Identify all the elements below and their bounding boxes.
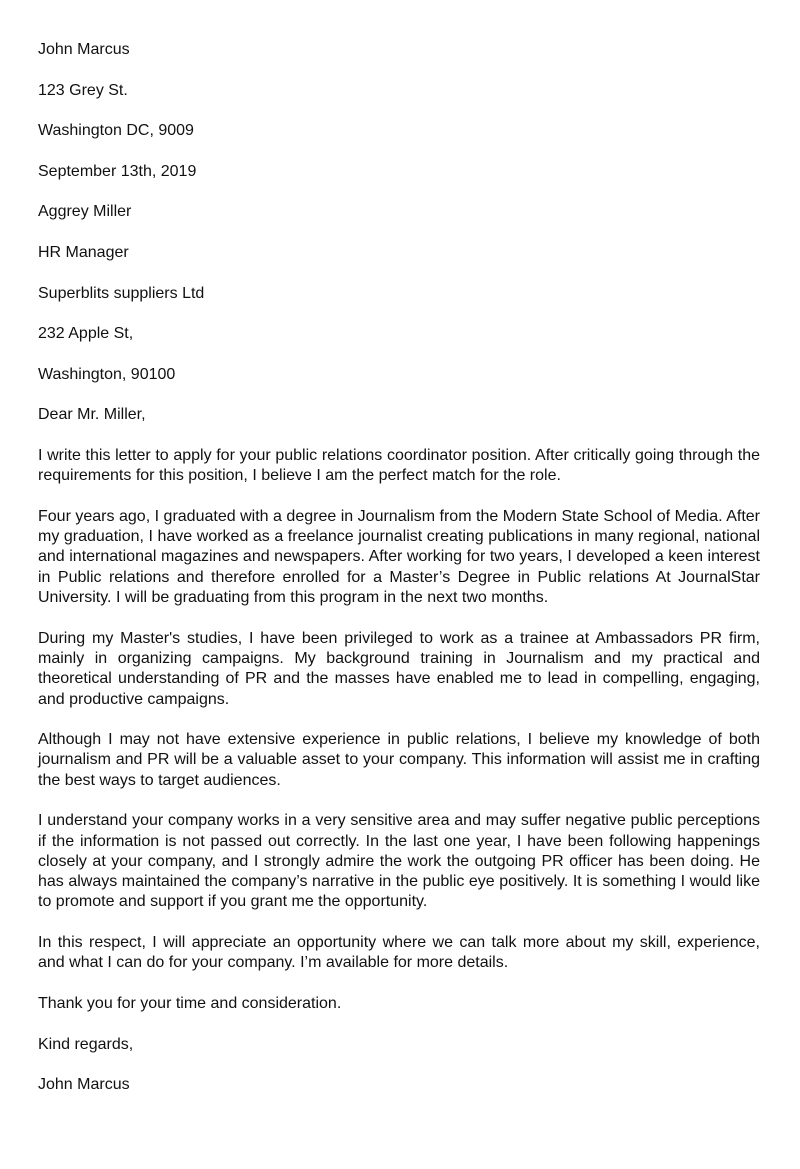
body-paragraph-5: I understand your company works in a very sensitive area and may suffer negative public perceptions if the information is not passed out correctly. In the last one year, I have been following happenings closely at your company, and I strongly admire the work the outgoing PR officer has been doing. He has always maintained the company’s narrative in the public eye positively. It is something I would like to promote and support if you grant me the opportunity.	[38, 812, 760, 911]
recipient-city: Washington, 90100	[38, 365, 176, 383]
sender-city: Washington DC, 9009	[38, 122, 194, 140]
sender-street: 123 Grey St.	[38, 81, 128, 99]
letter-page	[38, 40, 760, 1116]
recipient-company: Superblits suppliers Ltd	[38, 284, 205, 302]
body-paragraph-1: I write this letter to apply for your public relations coordinator position. After critically going through the requirements for this position, I believe I am the perfect match for the role.	[38, 446, 760, 485]
letter-date: September 13th, 2019	[38, 162, 197, 180]
body-paragraph-3: During my Master's studies, I have been privileged to work as a trainee at Ambassadors PR firm, mainly in organizing campaigns. My background training in Journalism and my practical and theoretical understanding of PR and the masses have enabled me to lead in compelling, engaging, and productive campaigns.	[38, 629, 760, 708]
sender-name: John Marcus	[38, 41, 130, 58]
body-paragraph-2: Four years ago, I graduated with a degree in Journalism from the Modern State School of Media. After my graduation, I have worked as a freelance journalist creating publications in many regional, national and international magazines and newspapers. After working for two years, I developed a keen interest in Public relations and therefore enrolled for a Master’s Degree in Public relations At JournalStar University. I will be graduating from this program in the next two months.	[38, 507, 760, 607]
body-paragraph-6: In this respect, I will appreciate an opportunity where we can talk more about my skill, experience, and what I can do for your company. I’m available for more details.	[38, 934, 760, 972]
recipient-name: Aggrey Miller	[38, 203, 132, 221]
body-paragraph-4: Although I may not have extensive experience in public relations, I believe my knowledge of both journalism and PR will be a valuable asset to your company. This information will assist me in crafting the best ways to target audiences.	[38, 731, 760, 789]
salutation: Dear Mr. Miller,	[38, 406, 146, 424]
thanks-line: Thank you for your time and consideration.	[38, 994, 342, 1012]
recipient-street: 232 Apple St,	[38, 325, 134, 343]
recipient-title: HR Manager	[38, 243, 129, 261]
closing-line: Kind regards,	[38, 1035, 134, 1053]
signature-name: John Marcus	[38, 1076, 130, 1094]
